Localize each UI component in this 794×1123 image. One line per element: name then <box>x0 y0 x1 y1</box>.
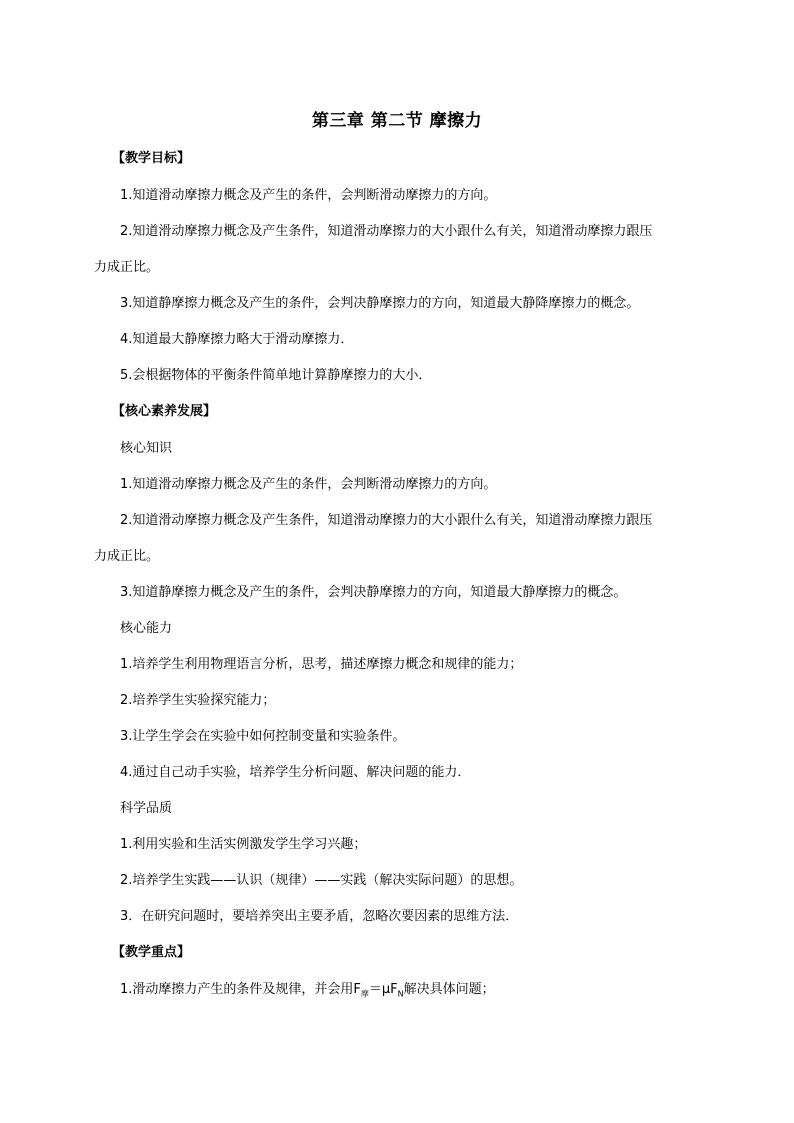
keypoint-item-1 <box>120 981 495 1004</box>
goal-item-1: 1.知道滑动摩擦力概念及产生的条件，会判断滑动摩擦力的方向。 <box>120 188 497 203</box>
goal-item-5: 5.会根据物体的平衡条件简单地计算静摩擦力的大小． <box>120 368 432 383</box>
subsection-label-ability: 核心能力 <box>120 621 173 636</box>
formula-equals: ＝μF <box>368 982 398 997</box>
knowledge-item-2: 2.知道滑动摩擦力概念及产生条件，知道滑动摩擦力的大小跟什么有关，知道滑动摩擦力跟压 <box>120 513 653 528</box>
knowledge-item-1: 1.知道滑动摩擦力概念及产生的条件，会判断滑动摩擦力的方向。 <box>120 477 497 492</box>
formula-n-subscript: N <box>397 989 404 999</box>
goal-item-2: 2.知道滑动摩擦力概念及产生条件，知道滑动摩擦力的大小跟什么有关，知道滑动摩擦力跟压 <box>120 224 653 239</box>
knowledge-item-3: 3.知道静摩擦力概念及产生的条件，会判决静摩擦力的方向，知道最大静摩擦力的概念。 <box>120 585 627 600</box>
subsection-label-knowledge: 核心知识 <box>120 441 173 456</box>
knowledge-item-2-continued: 力成正比。 <box>94 549 160 564</box>
page-title: 第三章 第二节 摩擦力 <box>311 111 483 131</box>
keypoint-item-1-prefix: 1.滑动摩擦力产生的条件及规律，并会用 <box>120 982 354 997</box>
section-heading-goals: 【教学目标】 <box>112 151 191 166</box>
quality-item-1: 1.利用实验和生活实例激发学生学习兴趣； <box>120 837 367 852</box>
formula-f-subscript: 摩 <box>360 989 369 999</box>
ability-item-4: 4.通过自己动手实验，培养学生分析问题、解决问题的能力． <box>120 765 471 780</box>
ability-item-1: 1.培养学生利用物理语言分析，思考，描述摩擦力概念和规律的能力； <box>120 657 523 672</box>
ability-item-3: 3.让学生学会在实验中如何控制变量和实验条件。 <box>120 729 406 744</box>
formula-f: F <box>353 982 361 997</box>
section-heading-literacy: 【核心素养发展】 <box>112 404 217 419</box>
quality-item-3: 3．在研究问题时，要培养突出主要矛盾，忽略次要因素的思维方法． <box>120 909 519 924</box>
keypoint-item-1-suffix: 解决具体问题； <box>403 982 495 997</box>
section-heading-keypoints: 【教学重点】 <box>112 945 191 960</box>
ability-item-2: 2.培养学生实验探究能力； <box>120 693 276 708</box>
subsection-label-quality: 科学品质 <box>120 801 173 816</box>
goal-item-4: 4.知道最大静摩擦力略大于滑动摩擦力． <box>120 332 354 347</box>
goal-item-2-continued: 力成正比。 <box>94 260 160 275</box>
quality-item-2: 2.培养学生实践——认识（规律）——实践（解决实际问题）的思想。 <box>120 873 523 888</box>
goal-item-3: 3.知道静摩擦力概念及产生的条件，会判决静摩擦力的方向，知道最大静降摩擦力的概念。 <box>120 296 640 311</box>
